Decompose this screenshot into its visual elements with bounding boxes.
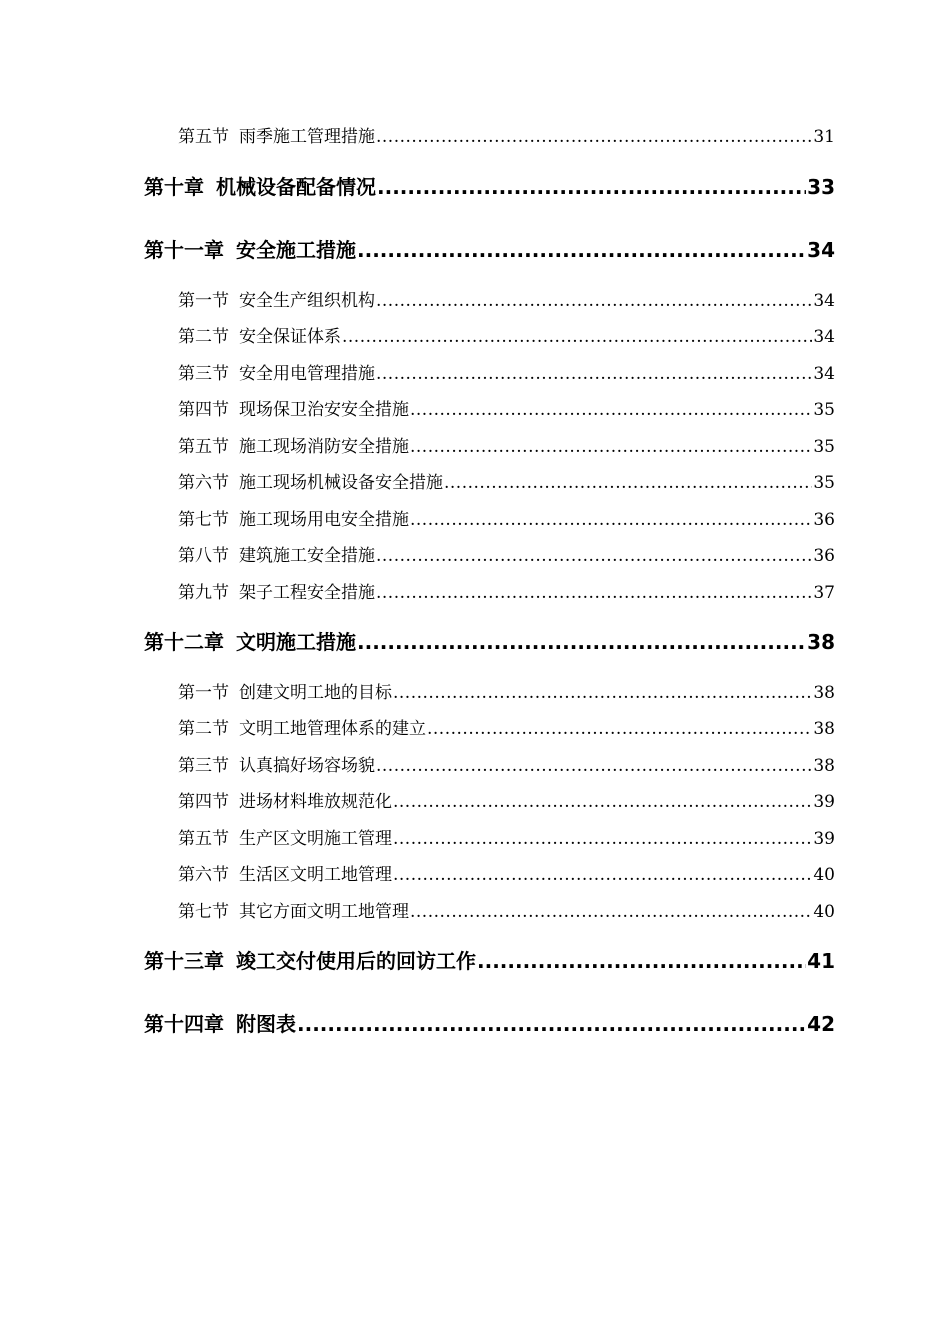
toc-entry-chapter[interactable]	[144, 173, 835, 201]
toc-entry-page: 36	[813, 546, 835, 566]
toc-entry-title: 附图表	[236, 1012, 296, 1036]
toc-entry-number: 第十三章	[144, 949, 224, 973]
toc-entry-section[interactable]	[178, 398, 835, 422]
dot-leader	[410, 435, 812, 459]
toc-entry-page: 38	[807, 630, 835, 654]
toc-entry-page: 40	[813, 865, 835, 885]
toc-entry-number: 第七节	[178, 902, 229, 922]
toc-entry-number: 第六节	[178, 865, 229, 885]
toc-entry-title: 竣工交付使用后的回访工作	[236, 949, 476, 973]
toc-entry-title: 进场材料堆放规范化	[239, 792, 392, 812]
toc-entry-title: 文明施工措施	[236, 630, 356, 654]
toc-entry-chapter[interactable]	[144, 947, 835, 975]
toc-entry-page: 36	[813, 510, 835, 530]
toc-entry-title: 生活区文明工地管理	[239, 865, 392, 885]
toc-entry-page: 34	[813, 327, 835, 347]
toc-entry-title: 安全施工措施	[236, 238, 356, 262]
toc-entry-page: 31	[813, 127, 835, 147]
toc-entry-page: 41	[807, 949, 835, 973]
toc-entry-page: 40	[813, 902, 835, 922]
dot-leader	[342, 325, 812, 349]
dot-leader	[377, 173, 806, 201]
dot-leader	[376, 754, 812, 778]
dot-leader	[297, 1010, 806, 1038]
toc-entry-title: 创建文明工地的目标	[239, 683, 392, 703]
toc-entry-page: 34	[813, 364, 835, 384]
toc-entry-page: 34	[807, 238, 835, 262]
toc-entry-number: 第一节	[178, 291, 229, 311]
toc-entry-chapter[interactable]	[144, 236, 835, 264]
toc-entry-chapter[interactable]	[144, 1010, 835, 1038]
dot-leader	[376, 544, 812, 568]
dot-leader	[393, 863, 812, 887]
toc-entry-number: 第六节	[178, 473, 229, 493]
toc-entry-number: 第八节	[178, 546, 229, 566]
toc-entry-title: 生产区文明施工管理	[239, 829, 392, 849]
toc-entry-page: 33	[807, 175, 835, 199]
toc-entry-page: 35	[813, 437, 835, 457]
toc-entry-number: 第四节	[178, 792, 229, 812]
toc-entry-section[interactable]	[178, 544, 835, 568]
toc-entry-number: 第四节	[178, 400, 229, 420]
toc-entry-page: 39	[813, 792, 835, 812]
dot-leader	[410, 508, 812, 532]
toc-entry-title: 文明工地管理体系的建立	[239, 719, 426, 739]
toc-entry-title: 施工现场消防安全措施	[239, 437, 409, 457]
toc-entry-title: 施工现场用电安全措施	[239, 510, 409, 530]
toc-entry-number: 第三节	[178, 756, 229, 776]
toc-entry-section[interactable]	[178, 754, 835, 778]
toc-entry-title: 雨季施工管理措施	[239, 127, 375, 147]
dot-leader	[393, 827, 812, 851]
dot-leader	[410, 900, 812, 924]
toc-entry-page: 39	[813, 829, 835, 849]
dot-leader	[357, 628, 806, 656]
toc-entry-number: 第九节	[178, 583, 229, 603]
toc-entry-section[interactable]	[178, 289, 835, 313]
toc-entry-section[interactable]	[178, 325, 835, 349]
toc-entry-section[interactable]	[178, 717, 835, 741]
toc-entry-page: 38	[813, 719, 835, 739]
toc-entry-title: 安全保证体系	[239, 327, 341, 347]
toc-entry-number: 第五节	[178, 127, 229, 147]
toc-entry-title: 现场保卫治安安全措施	[239, 400, 409, 420]
toc-entry-page: 35	[813, 473, 835, 493]
toc-entry-page: 38	[813, 756, 835, 776]
dot-leader	[427, 717, 812, 741]
toc-entry-number: 第七节	[178, 510, 229, 530]
toc-entry-number: 第二节	[178, 327, 229, 347]
dot-leader	[376, 581, 812, 605]
dot-leader	[357, 236, 806, 264]
dot-leader	[376, 125, 812, 149]
toc-entry-page: 42	[807, 1012, 835, 1036]
dot-leader	[410, 398, 812, 422]
toc-entry-section[interactable]	[178, 508, 835, 532]
toc-entry-title: 安全生产组织机构	[239, 291, 375, 311]
toc-entry-number: 第十二章	[144, 630, 224, 654]
toc-entry-number: 第五节	[178, 829, 229, 849]
toc-entry-chapter[interactable]	[144, 628, 835, 656]
toc-entry-title: 机械设备配备情况	[216, 175, 376, 199]
toc-entry-title: 认真搞好场容场貌	[239, 756, 375, 776]
dot-leader	[393, 681, 812, 705]
toc-entry-section[interactable]	[178, 581, 835, 605]
toc-entry-title: 建筑施工安全措施	[239, 546, 375, 566]
dot-leader	[444, 471, 812, 495]
toc-entry-title: 安全用电管理措施	[239, 364, 375, 384]
toc-entry-page: 35	[813, 400, 835, 420]
toc-entry-title: 架子工程安全措施	[239, 583, 375, 603]
toc-entry-section[interactable]	[178, 471, 835, 495]
toc-entry-number: 第五节	[178, 437, 229, 457]
toc-entry-page: 38	[813, 683, 835, 703]
dot-leader	[376, 362, 812, 386]
dot-leader	[393, 790, 812, 814]
toc-entry-page: 37	[813, 583, 835, 603]
toc-entry-number: 第三节	[178, 364, 229, 384]
toc-entry-section[interactable]	[178, 827, 835, 851]
toc-entry-section[interactable]	[178, 790, 835, 814]
toc-entry-title: 其它方面文明工地管理	[239, 902, 409, 922]
dot-leader	[376, 289, 812, 313]
toc-entry-section[interactable]	[178, 900, 835, 924]
toc-entry-section[interactable]	[178, 435, 835, 459]
toc-entry-number: 第十一章	[144, 238, 224, 262]
toc-entry-number: 第十四章	[144, 1012, 224, 1036]
toc-entry-section[interactable]	[178, 863, 835, 887]
toc-entry-number: 第二节	[178, 719, 229, 739]
toc-entry-number: 第十章	[144, 175, 204, 199]
dot-leader	[477, 947, 806, 975]
toc-entry-section[interactable]	[178, 125, 835, 149]
toc-entry-section[interactable]	[178, 681, 835, 705]
toc-entry-section[interactable]	[178, 362, 835, 386]
toc-entry-page: 34	[813, 291, 835, 311]
toc-entry-number: 第一节	[178, 683, 229, 703]
toc-entry-title: 施工现场机械设备安全措施	[239, 473, 443, 493]
